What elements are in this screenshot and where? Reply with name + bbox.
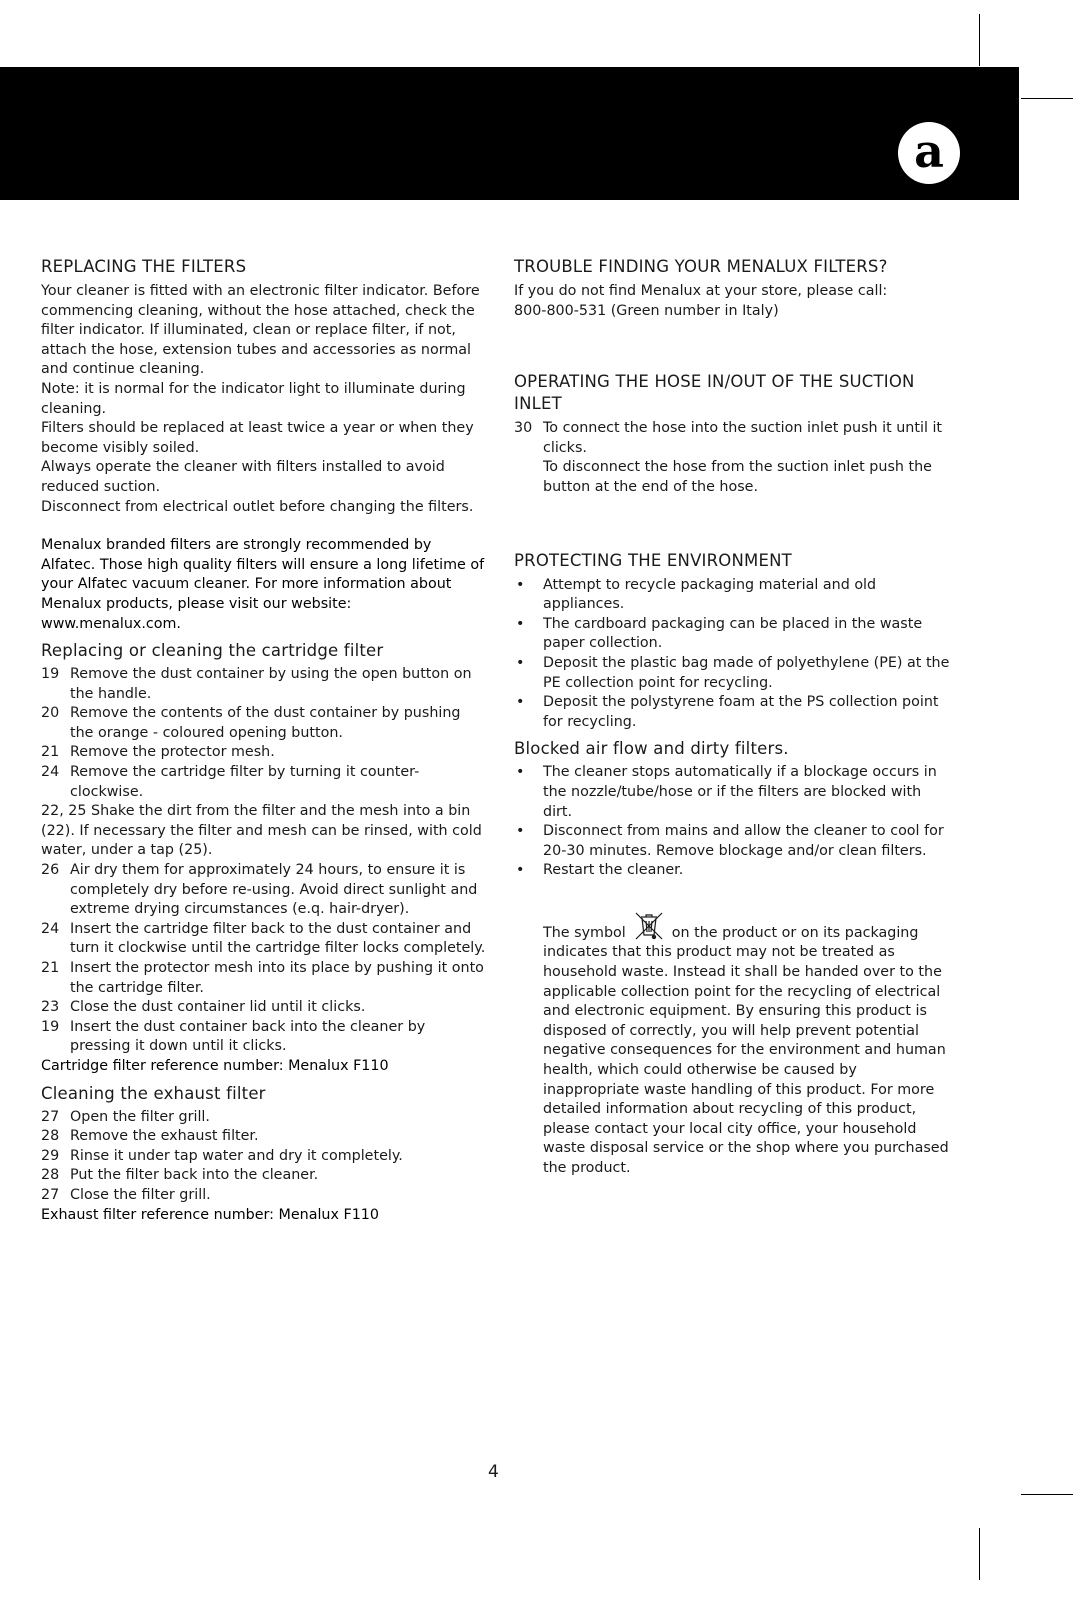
step-number: 24	[41, 920, 60, 937]
replacing-filters-heading: REPLACING THE FILTERS	[41, 257, 247, 276]
trouble-phone: 800-800-531 (Green number in Italy)	[514, 302, 779, 319]
blocked-air-flow-heading: Blocked air flow and dirty filters.	[514, 739, 789, 759]
step-number: 20	[41, 705, 60, 722]
list-item	[41, 959, 486, 998]
step-text: Insert the dust container back into the cleaner by pressing it down until it clicks.	[70, 1018, 426, 1055]
bullet-icon: •	[516, 576, 525, 593]
blocked-bullets	[514, 763, 954, 881]
header-bar	[0, 67, 1019, 200]
step-number: 21	[41, 744, 60, 761]
step-text: Open the filter grill.	[70, 1108, 210, 1125]
bullet-icon: •	[516, 823, 525, 840]
crop-mark-top-vertical	[979, 14, 980, 66]
step-number: 29	[41, 1147, 60, 1164]
step-number: 24	[41, 764, 60, 781]
list-item	[514, 822, 954, 861]
bullet-text: Attempt to recycle packaging material and old appliances.	[543, 576, 877, 613]
replacing-paragraph: Always operate the cleaner with filters installed to avoid reduced suction.	[41, 459, 445, 495]
crop-mark-bottom-vertical	[979, 1528, 980, 1580]
step-number: 19	[41, 666, 60, 683]
bullet-text: Disconnect from mains and allow the cleaner to cool for 20-30 minutes. Remove blockage and/or clean filters.	[543, 823, 944, 859]
step-text: Remove the exhaust filter.	[70, 1128, 259, 1145]
list-item	[514, 615, 954, 654]
crop-mark-bottom-horizontal	[1021, 1494, 1073, 1495]
list-item	[41, 665, 486, 704]
step-number: 21	[41, 960, 60, 976]
step-number: 19	[41, 1018, 60, 1035]
hose-connect-text: To connect the hose into the suction inlet push it until it clicks.	[543, 420, 943, 456]
list-item	[41, 802, 486, 861]
exhaust-filter-heading: Cleaning the exhaust filter	[41, 1083, 266, 1103]
step-number: 23	[41, 999, 60, 1016]
left-column	[41, 256, 486, 1225]
exhaust-reference: Exhaust filter reference number: Menalux F110	[41, 1206, 380, 1223]
weee-text-after: on the product or on its packaging indicates that this product may not be treated as household waste. Instead it shall be handed over to the applicable collection point for the recycling of electrical and electronic equipment. By ensuring this product is disposed of correctly, you will help prevent potential negative consequences for the environment and human health, which could otherwise be caused by inappropriate waste handling of this product. For more detailed information about recycling of this product, please contact your local city office, your household waste disposal service or the shop where you purchased the product.	[543, 924, 949, 1176]
weee-disposal-notice	[543, 909, 954, 1179]
list-item	[41, 763, 486, 802]
bullet-text: Restart the cleaner.	[543, 862, 684, 879]
step-text: Put the filter back into the cleaner.	[70, 1167, 319, 1184]
step-text: Remove the dust container by using the open button on the handle.	[70, 666, 472, 702]
replacing-paragraph: Disconnect from electrical outlet before changing the filters.	[41, 498, 474, 515]
trouble-line: If you do not find Menalux at your store, please call:	[514, 283, 888, 299]
list-item	[514, 861, 954, 881]
right-column	[514, 256, 954, 1179]
environment-bullets	[514, 576, 954, 733]
protecting-environment-heading: PROTECTING THE ENVIRONMENT	[514, 550, 792, 570]
exhaust-steps-list	[41, 1108, 486, 1206]
bullet-text: The cardboard packaging can be placed in the waste paper collection.	[543, 615, 923, 652]
list-item	[514, 693, 954, 732]
step-number: 30	[514, 420, 533, 437]
bullet-icon: •	[516, 654, 525, 671]
hose-disconnect-text: To disconnect the hose from the suction inlet push the button at the end of the hose.	[543, 459, 932, 495]
list-item	[41, 1166, 486, 1186]
list-item	[41, 1108, 486, 1128]
bullet-icon: •	[516, 615, 525, 632]
list-item	[41, 1147, 486, 1167]
menalux-recommendation: Menalux branded filters are strongly recommended by Alfatec. Those high quality filters will ensure a long lifetime of your Alfatec vacuum cleaner. For more information about Menalux products, please visit our website: www.menalux.com.	[41, 537, 485, 632]
page-number: 4	[488, 1462, 499, 1482]
crossed-out-wheelie-bin-icon	[632, 909, 666, 943]
step-number: 27	[41, 1186, 60, 1203]
step-number: 28	[41, 1167, 60, 1184]
list-item	[41, 1127, 486, 1147]
step-text: Close the dust container lid until it clicks.	[70, 999, 366, 1016]
bullet-text: The cleaner stops automatically if a blockage occurs in the nozzle/tube/hose or if the filters are blocked with dirt.	[543, 764, 937, 820]
list-item	[41, 998, 486, 1018]
step-number: 27	[41, 1108, 60, 1125]
replacing-paragraph: Filters should be replaced at least twice a year or when they become visibly soiled.	[41, 420, 474, 456]
step-text: Close the filter grill.	[70, 1186, 211, 1203]
bullet-icon: •	[516, 764, 525, 781]
list-item	[514, 419, 954, 497]
bullet-icon: •	[516, 862, 525, 879]
step-text	[543, 419, 954, 497]
cartridge-filter-heading: Replacing or cleaning the cartridge filter	[41, 641, 384, 661]
list-item	[41, 704, 486, 743]
bullet-text: Deposit the plastic bag made of polyethylene (PE) at the PE collection point for recycling.	[543, 654, 950, 691]
step-text: Remove the cartridge filter by turning it counter-clockwise.	[70, 764, 420, 800]
bullet-icon: •	[516, 694, 525, 711]
replacing-paragraph: Your cleaner is fitted with an electronic filter indicator. Before commencing cleaning, without the hose attached, check the filter indicator. If illuminated, clean or replace filter, if not, attach the hose, extension tubes and accessories as normal and continue cleaning.	[41, 283, 480, 378]
step-number: 28	[41, 1128, 60, 1145]
bullet-text: Deposit the polystyrene foam at the PS collection point for recycling.	[543, 694, 939, 730]
crop-mark-top-horizontal	[1021, 98, 1073, 99]
list-item	[514, 763, 954, 822]
step-text: Remove the contents of the dust container by pushing the orange - coloured opening button.	[70, 705, 461, 741]
list-item	[41, 861, 486, 920]
list-item	[514, 654, 954, 693]
list-item	[41, 1186, 486, 1206]
step-number: 26	[41, 862, 60, 879]
cartridge-steps-list	[41, 665, 486, 1057]
weee-text-before: The symbol	[543, 924, 626, 941]
step-text: Insert the cartridge filter back to the dust container and turn it clockwise until the cartridge filter locks completely.	[70, 920, 486, 957]
step-number: 22, 25	[41, 803, 87, 820]
step-text: Rinse it under tap water and dry it completely.	[70, 1147, 403, 1164]
step-text: Insert the protector mesh into its place by pushing it onto the cartridge filter.	[70, 960, 484, 996]
list-item	[41, 743, 486, 763]
list-item	[41, 1018, 486, 1057]
list-item	[514, 576, 954, 615]
step-text: Remove the protector mesh.	[70, 744, 275, 761]
operating-hose-heading: OPERATING THE HOSE IN/OUT OF THE SUCTION INLET	[514, 372, 915, 414]
language-logo: a	[898, 122, 960, 184]
step-text: Shake the dirt from the filter and the mesh into a bin (22). If necessary the filter and mesh can be rinsed, with cold water, under a tap (25).	[41, 803, 482, 859]
replacing-paragraph: Note: it is normal for the indicator light to illuminate during cleaning.	[41, 380, 466, 417]
list-item	[41, 920, 486, 959]
step-text: Air dry them for approximately 24 hours, to ensure it is completely dry before re-using. Avoid direct sunlight and extreme drying circumstances (e.q. hair-dryer).	[70, 862, 478, 918]
cartridge-reference: Cartridge filter reference number: Menalux F110	[41, 1057, 389, 1074]
trouble-finding-heading: TROUBLE FINDING YOUR MENALUX FILTERS?	[514, 257, 888, 276]
